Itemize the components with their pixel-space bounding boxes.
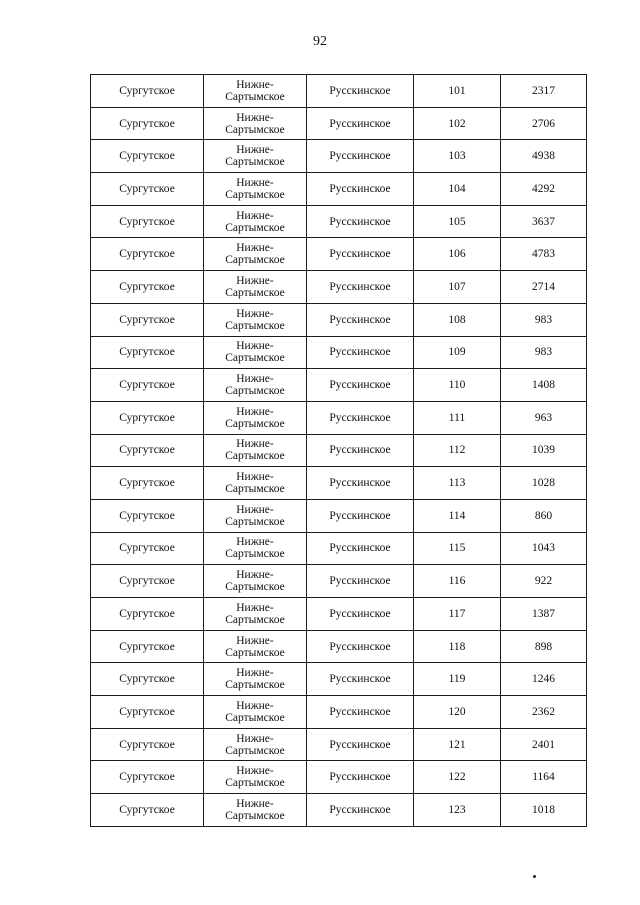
area-top-text: Нижне-: [236, 405, 274, 418]
value-cell: 2714: [501, 271, 587, 304]
table-body: [91, 75, 587, 827]
area-top-text: Нижне-: [236, 634, 274, 647]
table-row: [91, 238, 587, 271]
table-row: [91, 369, 587, 402]
table-row: [91, 107, 587, 140]
field-cell: Русскинское: [307, 663, 414, 696]
table-row: [91, 728, 587, 761]
area-cell: [204, 140, 307, 173]
value-cell: 963: [501, 401, 587, 434]
area-cell: [204, 205, 307, 238]
value-cell: 4292: [501, 173, 587, 206]
field-cell: Русскинское: [307, 173, 414, 206]
area-bottom-text: Сартымское: [225, 221, 285, 234]
area-cell: [204, 565, 307, 598]
area-cell: [204, 696, 307, 729]
field-cell: Русскинское: [307, 696, 414, 729]
field-cell: Русскинское: [307, 467, 414, 500]
table-row: [91, 532, 587, 565]
table-row: [91, 173, 587, 206]
area-top-text: Нижне-: [236, 732, 274, 745]
number-cell: 104: [414, 173, 501, 206]
district-cell: Сургутское: [91, 369, 204, 402]
number-cell: 112: [414, 434, 501, 467]
district-cell: Сургутское: [91, 499, 204, 532]
area-bottom-text: Сартымское: [225, 777, 285, 790]
area-cell: [204, 630, 307, 663]
area-bottom-text: Сартымское: [225, 123, 285, 136]
value-cell: 1028: [501, 467, 587, 500]
value-cell: 983: [501, 336, 587, 369]
district-cell: Сургутское: [91, 794, 204, 827]
number-cell: 117: [414, 598, 501, 631]
value-cell: 1018: [501, 794, 587, 827]
page-number: 92: [313, 34, 327, 49]
area-top-text: Нижне-: [236, 176, 274, 189]
district-cell: Сургутское: [91, 173, 204, 206]
district-cell: Сургутское: [91, 401, 204, 434]
area-bottom-text: Сартымское: [225, 417, 285, 430]
field-cell: Русскинское: [307, 303, 414, 336]
area-bottom-text: Сартымское: [225, 679, 285, 692]
area-bottom-text: Сартымское: [225, 188, 285, 201]
district-cell: Сургутское: [91, 663, 204, 696]
table-row: [91, 663, 587, 696]
table-row: [91, 565, 587, 598]
field-cell: Русскинское: [307, 401, 414, 434]
area-bottom-text: Сартымское: [225, 156, 285, 169]
area-bottom-text: Сартымское: [225, 319, 285, 332]
number-cell: 109: [414, 336, 501, 369]
table-row: [91, 271, 587, 304]
area-bottom-text: Сартымское: [225, 385, 285, 398]
area-bottom-text: Сартымское: [225, 515, 285, 528]
area-bottom-text: Сартымское: [225, 646, 285, 659]
area-top-text: Нижне-: [236, 699, 274, 712]
value-cell: 1039: [501, 434, 587, 467]
value-cell: 1246: [501, 663, 587, 696]
area-top-text: Нижне-: [236, 340, 274, 353]
area-top-text: Нижне-: [236, 209, 274, 222]
area-cell: [204, 173, 307, 206]
field-cell: Русскинское: [307, 107, 414, 140]
area-top-text: Нижне-: [236, 274, 274, 287]
area-top-text: Нижне-: [236, 471, 274, 484]
field-cell: Русскинское: [307, 532, 414, 565]
field-cell: Русскинское: [307, 75, 414, 108]
number-cell: 122: [414, 761, 501, 794]
number-cell: 108: [414, 303, 501, 336]
area-top-text: Нижне-: [236, 111, 274, 124]
district-cell: Сургутское: [91, 761, 204, 794]
number-cell: 114: [414, 499, 501, 532]
value-cell: 898: [501, 630, 587, 663]
area-cell: [204, 794, 307, 827]
area-cell: [204, 401, 307, 434]
value-cell: 1408: [501, 369, 587, 402]
area-bottom-text: Сартымское: [225, 254, 285, 267]
table-row: [91, 630, 587, 663]
number-cell: 111: [414, 401, 501, 434]
field-cell: Русскинское: [307, 434, 414, 467]
area-bottom-text: Сартымское: [225, 90, 285, 103]
area-cell: [204, 238, 307, 271]
district-cell: Сургутское: [91, 630, 204, 663]
area-bottom-text: Сартымское: [225, 613, 285, 626]
area-top-text: Нижне-: [236, 667, 274, 680]
area-cell: [204, 271, 307, 304]
table-row: [91, 336, 587, 369]
number-cell: 119: [414, 663, 501, 696]
area-cell: [204, 532, 307, 565]
area-bottom-text: Сартымское: [225, 483, 285, 496]
district-cell: Сургутское: [91, 205, 204, 238]
number-cell: 106: [414, 238, 501, 271]
table-row: [91, 434, 587, 467]
area-cell: [204, 728, 307, 761]
area-cell: [204, 369, 307, 402]
field-cell: Русскинское: [307, 598, 414, 631]
area-top-text: Нижне-: [236, 503, 274, 516]
value-cell: 2317: [501, 75, 587, 108]
district-cell: Сургутское: [91, 238, 204, 271]
number-cell: 105: [414, 205, 501, 238]
district-cell: Сургутское: [91, 75, 204, 108]
table-row: [91, 75, 587, 108]
table-row: [91, 205, 587, 238]
area-top-text: Нижне-: [236, 144, 274, 157]
number-cell: 118: [414, 630, 501, 663]
area-bottom-text: Сартымское: [225, 744, 285, 757]
district-cell: Сургутское: [91, 271, 204, 304]
table-row: [91, 761, 587, 794]
area-bottom-text: Сартымское: [225, 711, 285, 724]
district-cell: Сургутское: [91, 140, 204, 173]
area-cell: [204, 598, 307, 631]
value-cell: 4938: [501, 140, 587, 173]
area-cell: [204, 663, 307, 696]
number-cell: 113: [414, 467, 501, 500]
field-cell: Русскинское: [307, 205, 414, 238]
area-bottom-text: Сартымское: [225, 352, 285, 365]
area-top-text: Нижне-: [236, 78, 274, 91]
table-row: [91, 598, 587, 631]
field-cell: Русскинское: [307, 565, 414, 598]
area-bottom-text: Сартымское: [225, 548, 285, 561]
field-cell: Русскинское: [307, 728, 414, 761]
district-cell: Сургутское: [91, 728, 204, 761]
area-top-text: Нижне-: [236, 601, 274, 614]
field-cell: Русскинское: [307, 140, 414, 173]
page-mark: [533, 875, 536, 878]
area-bottom-text: Сартымское: [225, 581, 285, 594]
table-row: [91, 696, 587, 729]
district-cell: Сургутское: [91, 303, 204, 336]
number-cell: 102: [414, 107, 501, 140]
field-cell: Русскинское: [307, 369, 414, 402]
field-cell: Русскинское: [307, 238, 414, 271]
district-cell: Сургутское: [91, 434, 204, 467]
area-cell: [204, 303, 307, 336]
table-row: [91, 794, 587, 827]
number-cell: 121: [414, 728, 501, 761]
district-cell: Сургутское: [91, 532, 204, 565]
number-cell: 115: [414, 532, 501, 565]
area-top-text: Нижне-: [236, 438, 274, 451]
area-top-text: Нижне-: [236, 242, 274, 255]
number-cell: 107: [414, 271, 501, 304]
value-cell: 2401: [501, 728, 587, 761]
district-cell: Сургутское: [91, 598, 204, 631]
table-row: [91, 140, 587, 173]
area-cell: [204, 107, 307, 140]
area-bottom-text: Сартымское: [225, 809, 285, 822]
district-cell: Сургутское: [91, 107, 204, 140]
number-cell: 123: [414, 794, 501, 827]
area-top-text: Нижне-: [236, 569, 274, 582]
area-cell: [204, 434, 307, 467]
area-cell: [204, 761, 307, 794]
value-cell: 4783: [501, 238, 587, 271]
value-cell: 1043: [501, 532, 587, 565]
table-row: [91, 499, 587, 532]
area-bottom-text: Сартымское: [225, 286, 285, 299]
number-cell: 101: [414, 75, 501, 108]
number-cell: 116: [414, 565, 501, 598]
district-cell: Сургутское: [91, 696, 204, 729]
table-row: [91, 303, 587, 336]
number-cell: 120: [414, 696, 501, 729]
area-top-text: Нижне-: [236, 536, 274, 549]
number-cell: 110: [414, 369, 501, 402]
field-cell: Русскинское: [307, 761, 414, 794]
area-top-text: Нижне-: [236, 797, 274, 810]
value-cell: 860: [501, 499, 587, 532]
district-cell: Сургутское: [91, 565, 204, 598]
value-cell: 983: [501, 303, 587, 336]
area-bottom-text: Сартымское: [225, 450, 285, 463]
data-table: [90, 74, 587, 827]
table-row: [91, 401, 587, 434]
district-cell: Сургутское: [91, 467, 204, 500]
value-cell: 2706: [501, 107, 587, 140]
area-cell: [204, 467, 307, 500]
area-top-text: Нижне-: [236, 307, 274, 320]
field-cell: Русскинское: [307, 336, 414, 369]
value-cell: 3637: [501, 205, 587, 238]
field-cell: Русскинское: [307, 499, 414, 532]
field-cell: Русскинское: [307, 271, 414, 304]
value-cell: 922: [501, 565, 587, 598]
district-cell: Сургутское: [91, 336, 204, 369]
value-cell: 1164: [501, 761, 587, 794]
area-top-text: Нижне-: [236, 373, 274, 386]
area-cell: [204, 75, 307, 108]
value-cell: 2362: [501, 696, 587, 729]
table-row: [91, 467, 587, 500]
field-cell: Русскинское: [307, 794, 414, 827]
number-cell: 103: [414, 140, 501, 173]
area-cell: [204, 336, 307, 369]
area-cell: [204, 499, 307, 532]
area-top-text: Нижне-: [236, 765, 274, 778]
field-cell: Русскинское: [307, 630, 414, 663]
value-cell: 1387: [501, 598, 587, 631]
